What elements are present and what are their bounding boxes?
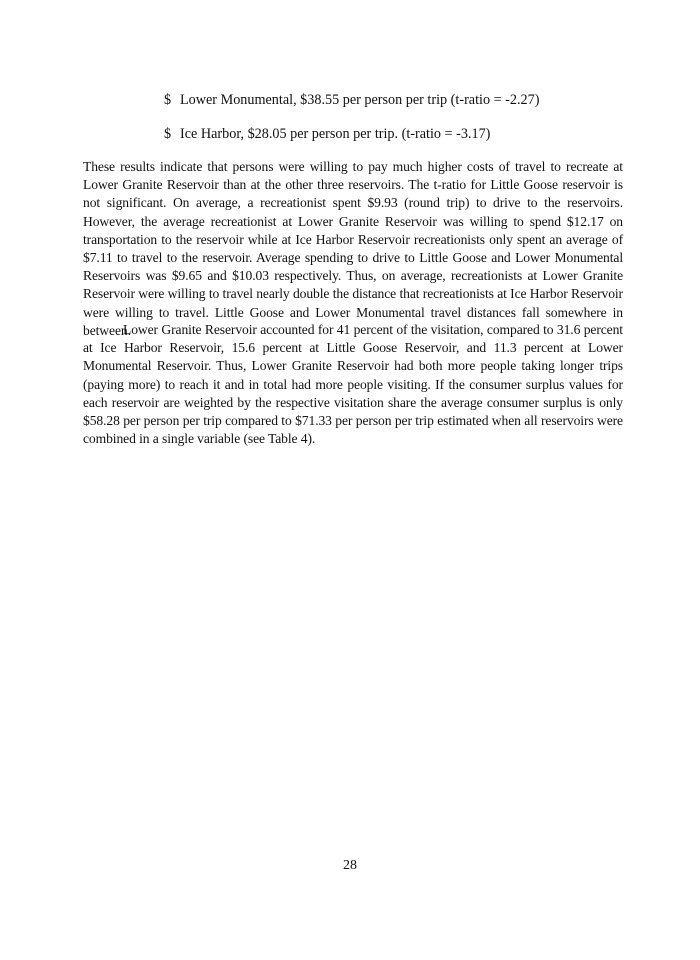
page-number: 28	[343, 858, 357, 873]
paragraph-visitation: Lower Granite Reservoir accounted for 41 percent of the visitation, compared to 31.6 percent at Ice Harbor Reservoir, 15.6 percent at Little Goose Reservoir, and 11.3 percent at Lower Monumental Reservoir. Thus, Lower Granite Reservoir had both more people taking longer trips (paying more) to reach it and in total had more people visiting. If the consumer surplus values for each reservoir are weighted by the respective visitation share the average consumer surplus is only $58.28 per person per trip compared to $71.33 per person per trip estimated when all reservoirs were combined in a single variable (see Table 4).	[83, 322, 623, 447]
bullet-text: Lower Monumental, $38.55 per person per trip (t-ratio = -2.27)	[180, 92, 540, 108]
bullet-lower-monumental	[164, 92, 539, 108]
bullet-marker: $	[164, 126, 172, 142]
bullet-marker: $	[164, 92, 172, 108]
bullet-ice-harbor	[164, 126, 490, 142]
bullet-text: Ice Harbor, $28.05 per person per trip. (t-ratio = -3.17)	[180, 126, 491, 142]
paragraph-results: These results indicate that persons were willing to pay much higher costs of travel to recreate at Lower Granite Reservoir than at the other three reservoirs. The t-ratio for Little Goose reservoir is not significant. On average, a recreationist spent $9.93 (round trip) to drive to the reservoirs. However, the average recreationist at Lower Granite Reservoir was willing to spend $12.17 on transportation to the reservoir while at Ice Harbor Reservoir recreationists only spent an average of $7.11 to travel to the reservoir. Average spending to drive to Little Goose and Lower Monumental Reservoirs was $9.65 and $10.03 respectively. Thus, on average, recreationists at Lower Granite Reservoir were willing to travel nearly double the distance that recreationists at Ice Harbor Reservoir were willing to travel. Little Goose and Lower Monumental travel distances fall somewhere in between.	[83, 159, 623, 338]
